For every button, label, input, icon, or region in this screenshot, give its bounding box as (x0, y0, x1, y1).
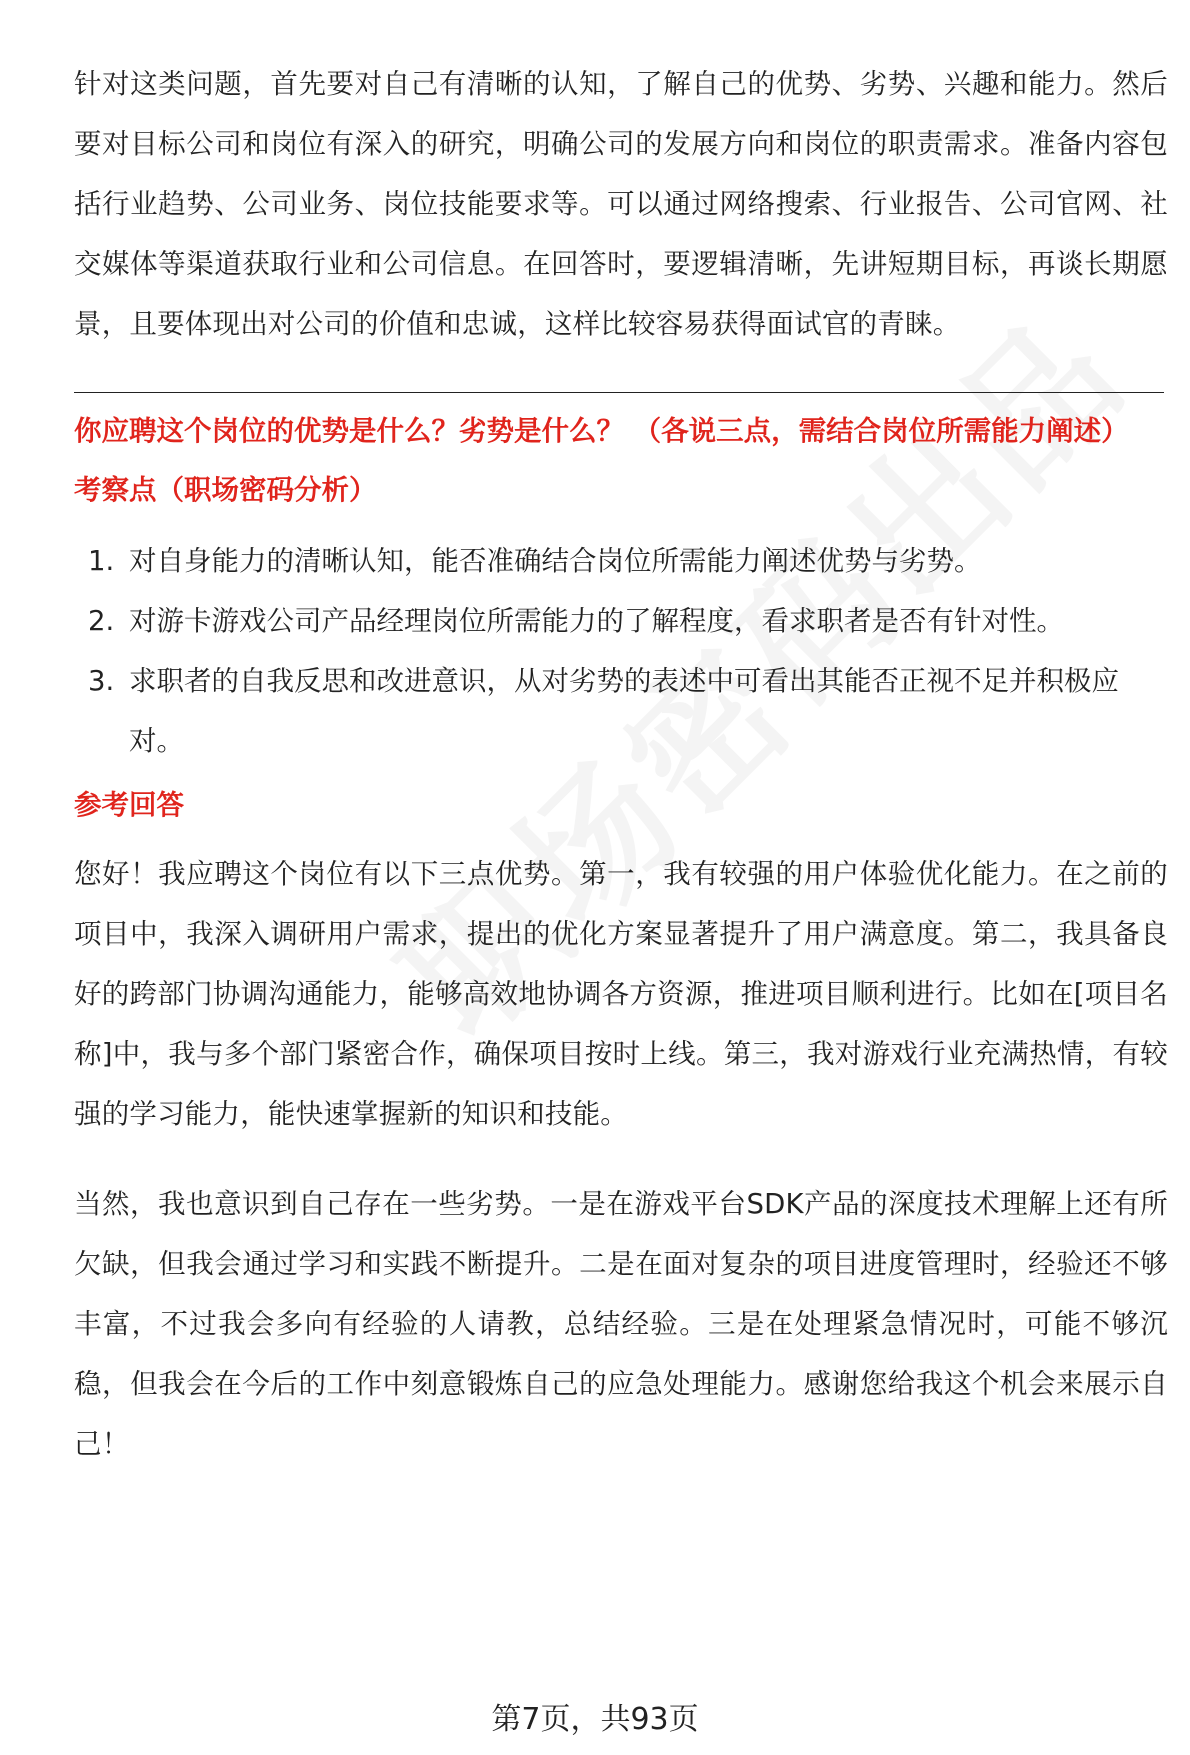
assessment-label: 考察点（职场密码分析） (74, 474, 377, 506)
list-item (74, 651, 1168, 771)
section-divider (74, 392, 1164, 393)
list-number: 3. (88, 665, 115, 697)
page-number: 第7页，共93页 (491, 1702, 699, 1737)
intro-paragraph: 针对这类问题，首先要对自己有清晰的认知，了解自己的优势、劣势、兴趣和能力。然后要对目标公司和岗位有深入的研究，明确公司的发展方向和岗位的职责需求。准备内容包括行业趋势、公司业务、岗位技能要求等。可以通过网络搜索、行业报告、公司官网、社交媒体等渠道获取行业和公司信息。在回答时，要逻辑清晰，先讲短期目标，再谈长期愿景，且要体现出对公司的价值和忠诚，这样比较容易获得面试官的青睐。 (74, 68, 1168, 340)
list-item (74, 591, 1168, 651)
list-number: 1. (88, 545, 115, 577)
answer-paragraph-strengths: 您好！我应聘这个岗位有以下三点优势。第一，我有较强的用户体验优化能力。在之前的项目中，我深入调研用户需求，提出的优化方案显著提升了用户满意度。第二，我具备良好的跨部门协调沟通能力，能够高效地协调各方资源，推进项目顺利进行。比如在[项目名称]中，我与多个部门紧密合作，确保项目按时上线。第三，我对游戏行业充满热情，有较强的学习能力，能快速掌握新的知识和技能。 (74, 858, 1168, 1130)
question-heading: 你应聘这个岗位的优势是什么？劣势是什么？ （各说三点，需结合岗位所需能力阐述） (74, 415, 1129, 447)
assessment-points-list (74, 531, 1168, 771)
page-content (74, 54, 1168, 1474)
reference-answer-label: 参考回答 (74, 789, 184, 821)
list-number: 2. (88, 605, 115, 637)
list-item (74, 531, 1168, 591)
list-item-text: 求职者的自我反思和改进意识，从对劣势的表述中可看出其能否正视不足并积极应对。 (129, 665, 1119, 757)
list-item-text: 对自身能力的清晰认知，能否准确结合岗位所需能力阐述优势与劣势。 (129, 545, 982, 577)
list-item-text: 对游卡游戏公司产品经理岗位所需能力的了解程度，看求职者是否有针对性。 (129, 605, 1064, 637)
answer-paragraph-weaknesses: 当然，我也意识到自己存在一些劣势。一是在游戏平台SDK产品的深度技术理解上还有所欠缺，但我会通过学习和实践不断提升。二是在面对复杂的项目进度管理时，经验还不够丰富，不过我会多向有经验的人请教，总结经验。三是在处理紧急情况时，可能不够沉稳，但我会在今后的工作中刻意锻炼自己的应急处理能力。感谢您给我这个机会来展示自己！ (74, 1188, 1168, 1460)
